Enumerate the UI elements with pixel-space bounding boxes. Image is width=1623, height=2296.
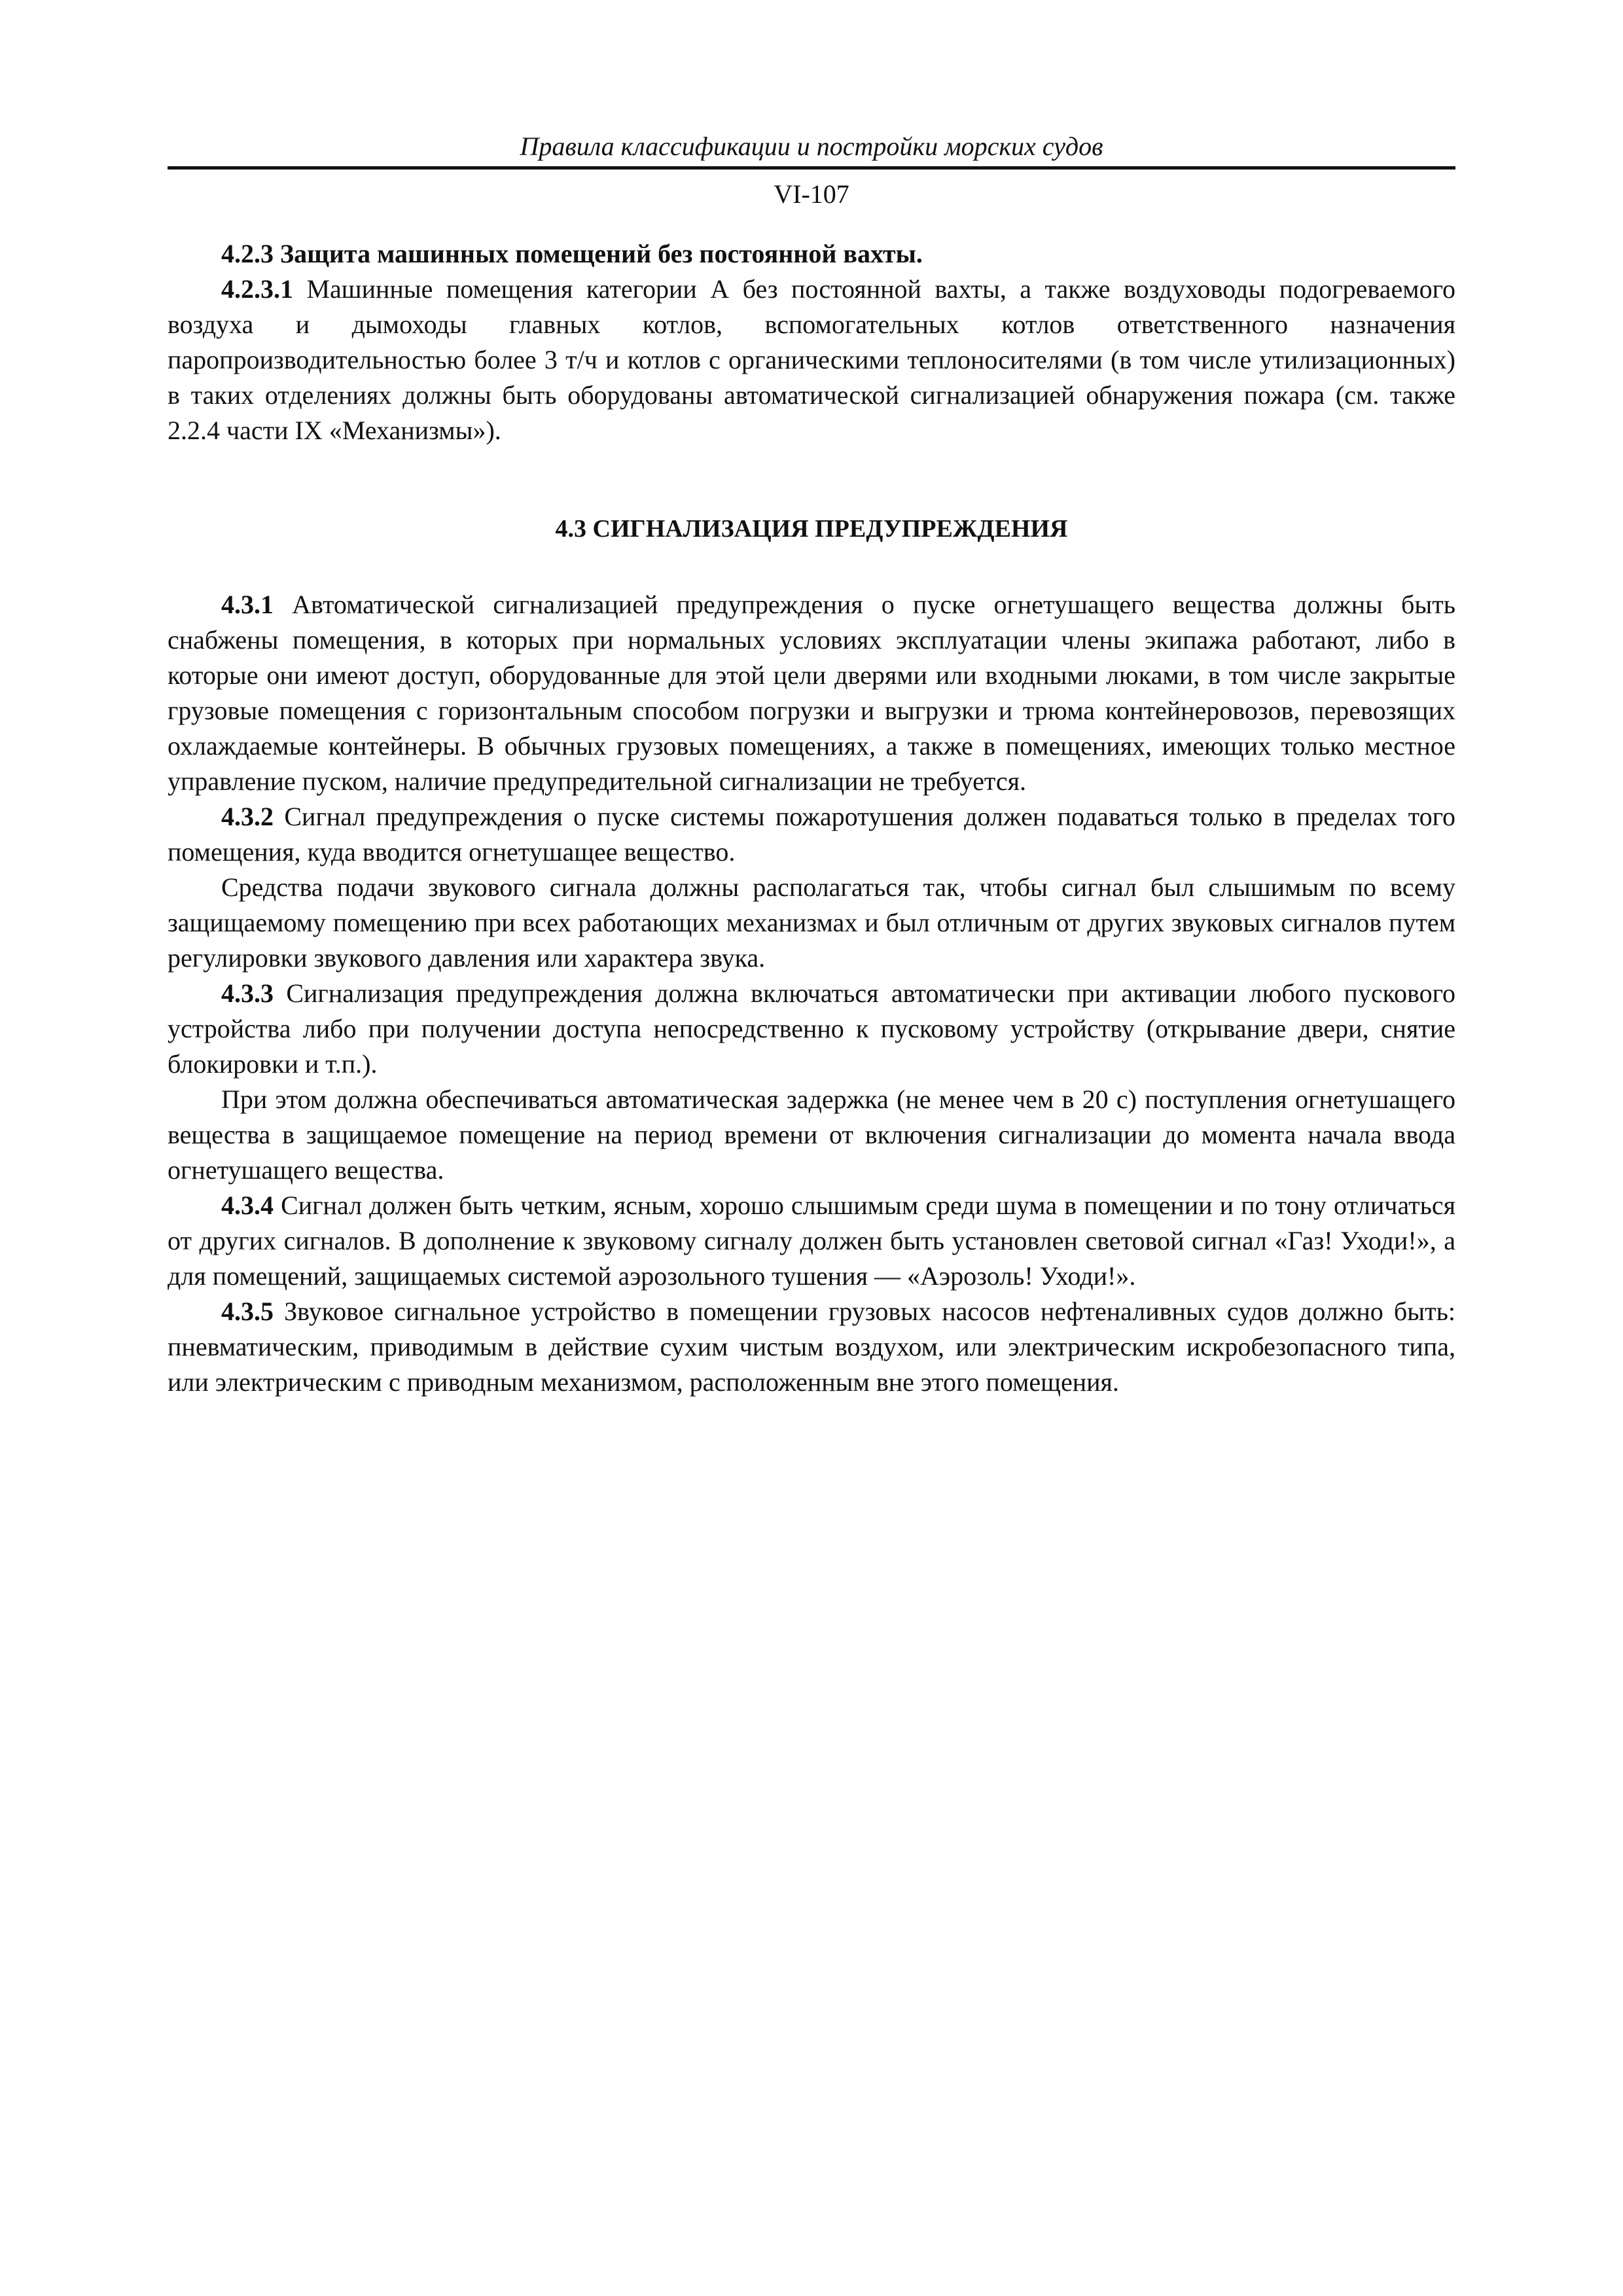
clause-number: 4.2.3.1 — [221, 274, 293, 304]
paragraph-4-3-4 — [168, 1188, 1455, 1294]
paragraph-4-3-1 — [168, 587, 1455, 799]
paragraph-text: Сигнал должен быть четким, ясным, хорошо слышимым среди шума в помещении и по тону отличаться от других сигналов. В дополнение к звуковому сигналу должен быть установлен световой сигнал «Газ! Уходи!», а для помещений, защищаемых системой аэрозольного тушения — «Аэрозоль! Уходи!». — [168, 1191, 1455, 1291]
running-header-title: Правила классификации и постройки морских судов — [520, 132, 1103, 161]
clause-number: 4.3.3 — [221, 978, 274, 1008]
clause-number: 4.3.5 — [221, 1297, 274, 1326]
clause-number: 4.3.1 — [221, 590, 274, 619]
paragraph-text: Автоматической сигнализацией предупреждения о пуске огнетушащего вещества должны быть снабжены помещения, в которых при нормальных условиях эксплуатации члены экипажа работают, либо в которые они имеют доступ, оборудованные для этой цели дверями или входными люками, в том числе закрытые грузовые помещения с горизонтальным способом погрузки и выгрузки и трюма контейнеровозов, перевозящих охлаждаемые контейнеры. В обычных грузовых помещениях, а также в помещениях, имеющих только местное управление пуском, наличие предупредительной сигнализации не требуется. — [168, 590, 1455, 796]
paragraph-4-3-3 — [168, 976, 1455, 1082]
paragraph-text: Сигнализация предупреждения должна включаться автоматически при активации любого пускового устройства либо при получении доступа непосредственно к пусковому устройству (открывание двери, снятие блокировки и т.п.). — [168, 978, 1456, 1079]
paragraph-4-3-5 — [168, 1294, 1455, 1400]
paragraph-text: Машинные помещения категории А без постоянной вахты, а также воздуховоды подогреваемого воздуха и дымоходы главных котлов, вспомогательных котлов ответственного назначения паропроизводительностью более 3 т/ч и котлов с органическими теплоносителями (в том числе утилизационных) в таких отделениях должны быть оборудованы автоматической сигнализацией обнаружения пожара (см. также 2.2.4 части IX «Механизмы»). — [168, 274, 1456, 445]
clause-number: 4.3.4 — [221, 1191, 274, 1220]
header-rule — [168, 166, 1455, 170]
paragraph-4-3-3-continued: При этом должна обеспечиваться автоматическая задержка (не менее чем в 20 с) поступления огнетушащего вещества в защищаемое помещение на период времени от включения сигнализации до момента начала ввода огнетушащего вещества. — [168, 1085, 1455, 1185]
document-body — [168, 236, 1455, 1400]
subsection-heading-4-2-3: 4.2.3 Защита машинных помещений без постоянной вахты. — [221, 239, 923, 268]
paragraph-text: Звуковое сигнальное устройство в помещении грузовых насосов нефтеналивных судов должно быть: пневматическим, приводимым в действие сухим чистым воздухом, или электрическим искробезопасного типа, или электрическим с приводным механизмом, расположенным вне этого помещения. — [168, 1297, 1455, 1397]
document-page — [168, 131, 1455, 1400]
paragraph-4-3-2 — [168, 799, 1455, 870]
clause-number: 4.3.2 — [221, 802, 274, 831]
paragraph-text: Сигнал предупреждения о пуске системы пожаротушения должен подаваться только в пределах того помещения, куда вводится огнетушащее вещество. — [168, 802, 1456, 867]
paragraph-4-2-3-1 — [168, 272, 1455, 448]
page-number: VI-107 — [774, 179, 849, 209]
section-heading-4-3: 4.3 СИГНАЛИЗАЦИЯ ПРЕДУПРЕЖДЕНИЯ — [555, 515, 1068, 543]
paragraph-4-3-2-continued: Средства подачи звукового сигнала должны располагаться так, чтобы сигнал был слышимым по всему защищаемому помещению при всех работающих механизмах и был отличным от других звуковых сигналов путем регулировки звукового давления или характера звука. — [168, 872, 1455, 973]
